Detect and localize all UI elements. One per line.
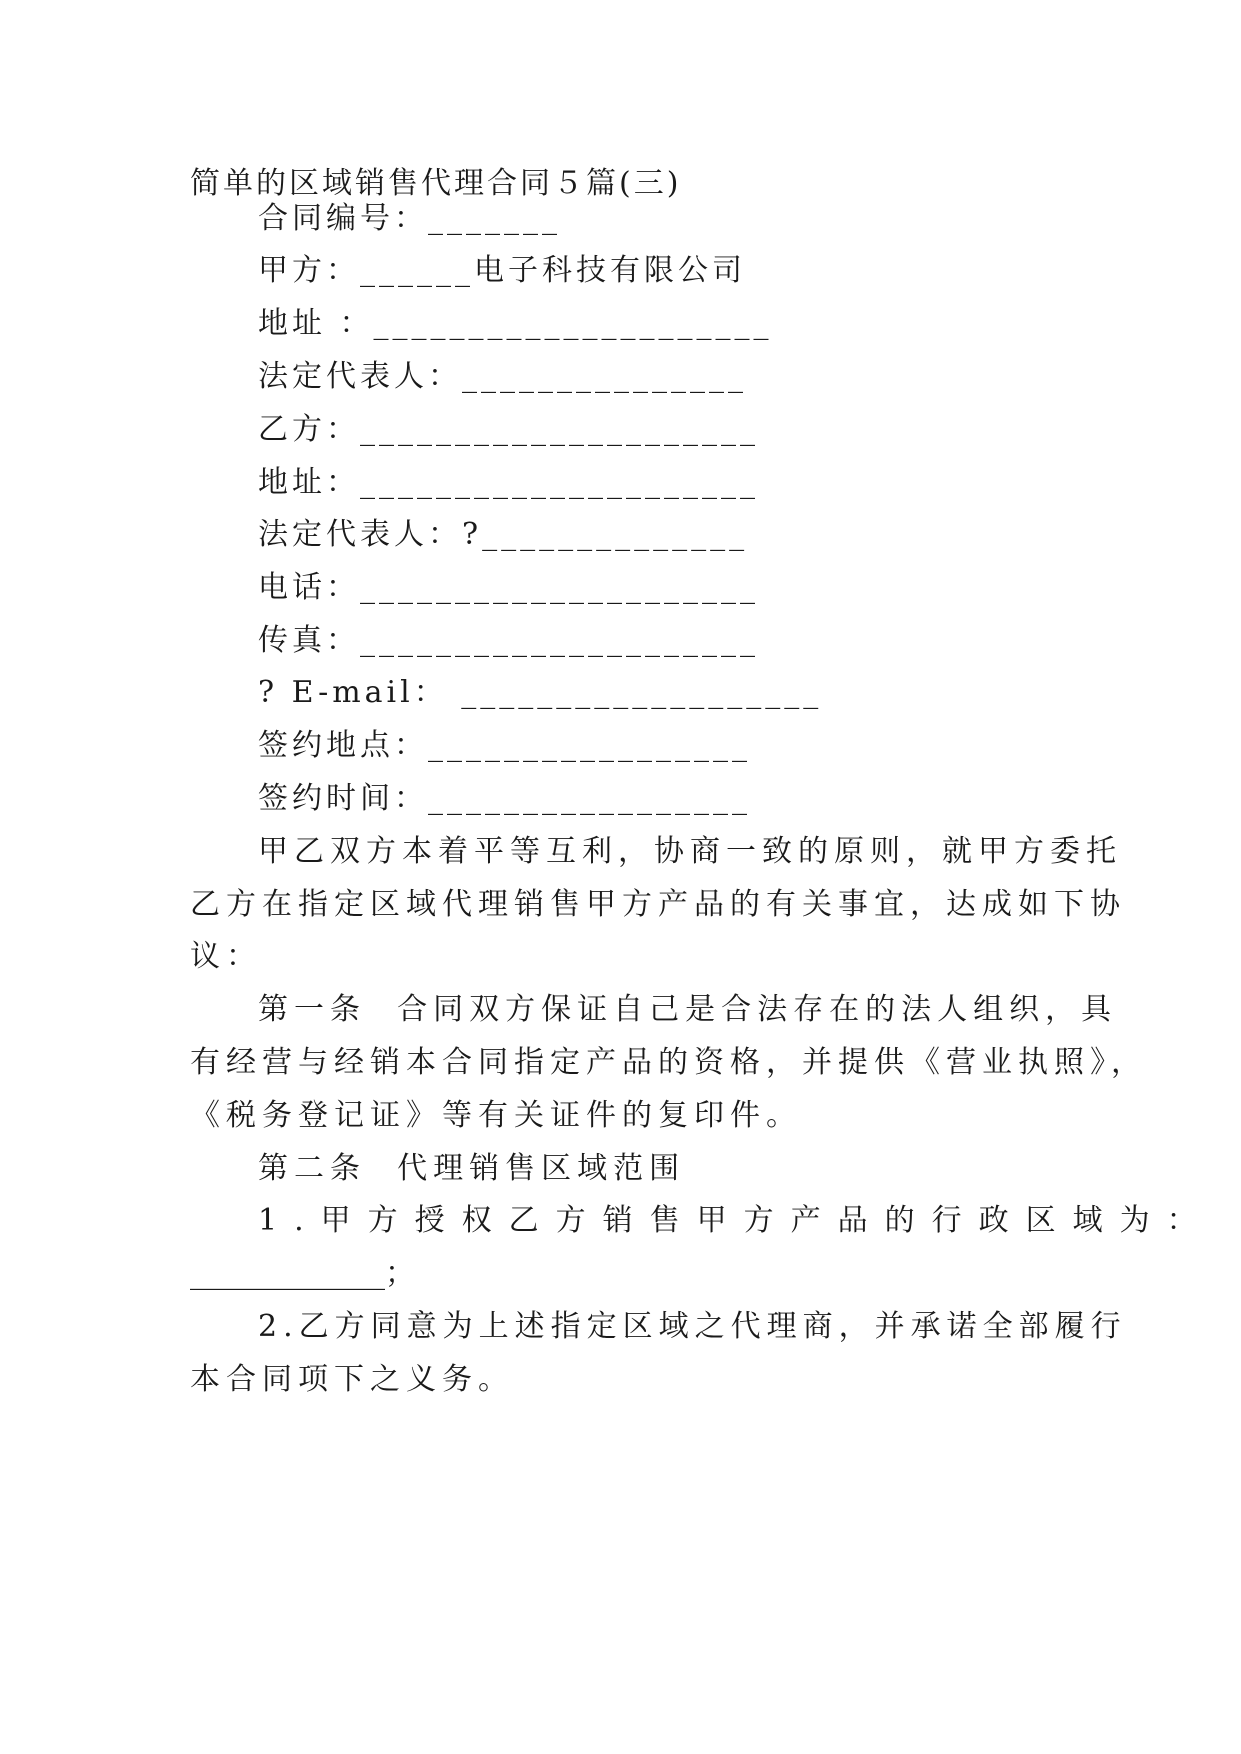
party-b-address-field: 地址：_____________________ <box>258 465 759 500</box>
preamble-line: 议： <box>190 939 262 974</box>
signing-place-field: 签约地点：_________________ <box>258 728 751 763</box>
party-a-representative-field: 法定代表人：_______________ <box>258 359 747 394</box>
party-a-field: 甲方：______电子科技有限公司 <box>258 253 746 288</box>
article-2-item-1: 1.甲方授权乙方销售甲方产品的行政区域为： <box>258 1203 1214 1238</box>
party-a-address-field: 地址 ：_____________________ <box>258 306 773 341</box>
article-2-item-2: 本合同项下之义务。 <box>190 1362 514 1397</box>
phone-field: 电话：_____________________ <box>258 570 759 605</box>
party-b-field: 乙方：_____________________ <box>258 412 759 447</box>
preamble-line: 乙方在指定区域代理销售甲方产品的有关事宜，达成如下协 <box>190 887 1126 922</box>
article-2-item-2: 2.乙方同意为上述指定区域之代理商，并承诺全部履行 <box>258 1309 1127 1344</box>
contract-number-field: 合同编号：_______ <box>258 201 561 236</box>
party-b-representative-field: 法定代表人：?______________ <box>258 517 749 552</box>
email-field: ? E-mail： ___________________ <box>258 675 823 710</box>
fax-field: 传真：_____________________ <box>258 623 759 658</box>
article-2-heading: 第二条 代理销售区域范围 <box>258 1151 686 1186</box>
preamble-line: 甲乙双方本着平等互利，协商一致的原则，就甲方委托 <box>258 834 1122 869</box>
article-1-line: 有经营与经销本合同指定产品的资格，并提供《营业执照》， <box>190 1045 1147 1080</box>
article-1-line: 第一条 合同双方保证自己是合法存在的法人组织，具 <box>258 992 1118 1027</box>
article-2-item-1-blank: _____________； <box>190 1256 415 1291</box>
signing-time-field: 签约时间：_________________ <box>258 781 751 816</box>
article-1-line: 《税务登记证》等有关证件的复印件。 <box>190 1098 802 1133</box>
document-title: 简单的区域销售代理合同５篇(三) <box>190 166 682 201</box>
